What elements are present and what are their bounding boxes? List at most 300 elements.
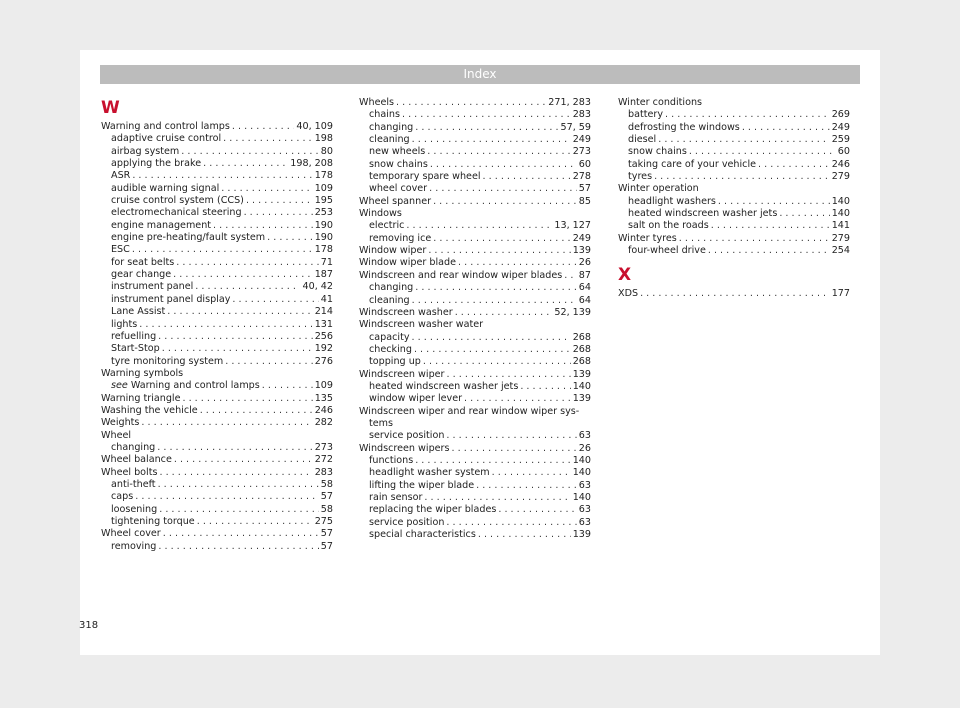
page-reference: 109 — [314, 182, 333, 194]
entry-text: lights — [111, 318, 138, 330]
page-reference: 249 — [831, 121, 850, 133]
page-reference: 214 — [314, 306, 333, 318]
index-entry — [101, 393, 333, 405]
page-reference: 279 — [831, 171, 850, 183]
dot-leader — [424, 492, 570, 504]
entry-text: chains — [369, 109, 400, 121]
entry-text: new wheels — [369, 146, 426, 158]
dot-leader — [158, 541, 318, 553]
index-entry — [359, 332, 591, 344]
dot-leader — [396, 97, 546, 109]
page-reference: 64 — [578, 294, 591, 306]
dot-leader — [779, 208, 829, 220]
page-reference: 195 — [314, 195, 333, 207]
page-reference: 249 — [572, 232, 591, 244]
page-reference: 58 — [320, 478, 333, 490]
page-reference: 178 — [314, 244, 333, 256]
entry-text: ESC — [111, 244, 130, 256]
page-reference: 139 — [572, 393, 591, 405]
entry-text: service position — [369, 516, 445, 528]
index-entry — [101, 170, 333, 182]
entry-text: cruise control system (CCS) — [111, 195, 244, 207]
index-entry — [101, 257, 333, 269]
entry-text: loosening — [111, 503, 158, 515]
dot-leader — [132, 170, 312, 182]
entry-text: adaptive cruise control — [111, 133, 222, 145]
page-reference: 57 — [320, 528, 333, 540]
page-reference: 253 — [314, 207, 333, 219]
page-reference: 131 — [314, 318, 333, 330]
index-entry — [359, 295, 591, 307]
entry-label — [111, 380, 260, 392]
dot-leader — [176, 257, 319, 269]
page-reference: 278 — [572, 171, 591, 183]
page-reference: 271, 283 — [548, 97, 591, 108]
entry-text: anti-theft — [111, 478, 156, 490]
index-entry — [359, 183, 591, 195]
entry-text: changing — [111, 441, 156, 453]
entry-text: Windscreen wipers — [359, 442, 450, 454]
index-entry — [359, 443, 591, 455]
dot-leader — [742, 122, 830, 134]
dot-leader — [139, 319, 312, 331]
entry-text: for seat belts — [111, 256, 175, 268]
dot-leader — [654, 171, 830, 183]
index-entry — [101, 146, 333, 158]
dot-leader — [708, 245, 830, 257]
index-entry — [101, 121, 333, 133]
page-reference: 40, 109 — [296, 121, 333, 132]
dot-leader — [427, 146, 570, 158]
index-entry — [359, 159, 591, 171]
page-header: Index — [100, 65, 860, 84]
index-heading: Windows — [359, 208, 402, 220]
index-entry — [101, 269, 333, 281]
entry-text: Start-Stop — [111, 343, 160, 355]
entry-text: snow chains — [628, 146, 687, 158]
page-reference: 273 — [314, 441, 333, 453]
entry-text: battery — [628, 109, 664, 121]
index-entry — [618, 196, 850, 208]
index-entry — [359, 196, 591, 208]
page-reference: 139 — [572, 245, 591, 257]
dot-leader — [428, 245, 570, 257]
entry-text: Wheel cover — [101, 528, 161, 540]
dot-leader — [262, 380, 313, 392]
entry-text: heated windscreen washer jets — [369, 380, 519, 392]
page-reference: 40, 42 — [302, 281, 333, 293]
index-entry — [101, 467, 333, 479]
entry-text: instrument panel display — [111, 293, 231, 305]
dot-leader — [433, 196, 577, 208]
page-reference: 259 — [831, 134, 850, 146]
index-entry — [101, 405, 333, 417]
entry-text: changing — [369, 282, 414, 294]
index-heading: Windscreen wiper and rear window wiper sys- — [359, 405, 580, 417]
index-entry — [101, 294, 333, 306]
index-entry — [101, 454, 333, 466]
index-entry — [101, 306, 333, 318]
index-entry — [359, 171, 591, 183]
see-reference: see — [111, 380, 128, 392]
dot-leader — [446, 517, 576, 529]
index-heading: Winter operation — [618, 183, 699, 195]
dot-leader — [181, 146, 319, 158]
dot-leader — [452, 443, 577, 455]
entry-text: temporary spare wheel — [369, 171, 481, 183]
page-reference: 140 — [831, 195, 850, 207]
index-heading: Winter conditions — [618, 97, 703, 108]
index-entry — [359, 97, 591, 109]
page-reference: 57 — [578, 183, 591, 195]
page-reference: 198 — [314, 133, 333, 145]
index-page — [80, 50, 880, 655]
index-entry — [359, 492, 591, 504]
dot-leader — [640, 288, 830, 300]
page-reference: 268 — [572, 331, 591, 343]
index-entry — [359, 529, 591, 541]
entry-text: four-wheel drive — [628, 245, 706, 257]
page-reference: 187 — [314, 269, 333, 281]
index-entry — [101, 232, 333, 244]
index-entry — [101, 356, 333, 368]
index-entry — [101, 343, 333, 355]
dot-leader — [433, 233, 570, 245]
entry-text: capacity — [369, 331, 410, 343]
index-entry — [618, 208, 850, 220]
index-entry — [359, 146, 591, 158]
page-reference: 60 — [837, 146, 850, 158]
index-entry — [101, 319, 333, 331]
dot-leader — [423, 356, 571, 368]
index-entry — [618, 122, 850, 134]
index-column-3 — [618, 97, 850, 301]
dot-leader — [464, 393, 571, 405]
dot-leader — [414, 344, 571, 356]
dot-leader — [447, 369, 571, 381]
entry-text: special characteristics — [369, 529, 476, 541]
index-entry — [101, 442, 333, 454]
index-entry — [101, 516, 333, 528]
entry-text: rain sensor — [369, 492, 423, 503]
dot-leader — [158, 331, 313, 343]
page-reference: 63 — [578, 479, 591, 491]
entry-text: tyre monitoring system — [111, 355, 224, 367]
index-entry — [359, 480, 591, 492]
index-entry — [359, 134, 591, 146]
page-reference: 269 — [831, 109, 850, 121]
index-entry — [101, 183, 333, 195]
page-reference: 85 — [578, 195, 591, 207]
entry-text: airbag system — [111, 145, 180, 157]
entry-text: tightening torque — [111, 516, 195, 527]
dot-leader — [476, 480, 577, 492]
dot-leader — [564, 270, 577, 282]
dot-leader — [223, 133, 313, 145]
dot-leader — [412, 134, 571, 146]
page-reference: 64 — [578, 282, 591, 294]
entry-text: engine pre-heating/fault system — [111, 232, 266, 244]
index-heading: Warning symbols — [101, 367, 184, 379]
dot-leader — [412, 295, 577, 307]
entry-text: Windscreen and rear window wiper blades — [359, 269, 563, 281]
entry-text: caps — [111, 491, 134, 503]
dot-leader — [520, 381, 570, 393]
dot-leader — [455, 307, 553, 319]
dot-leader — [221, 183, 312, 195]
dot-leader — [415, 455, 570, 467]
index-entry — [359, 233, 591, 245]
entry-text: defrosting the windows — [628, 121, 740, 133]
dot-leader — [246, 195, 313, 207]
page-reference: 177 — [831, 288, 850, 300]
index-entry — [359, 307, 591, 319]
dot-leader — [267, 232, 313, 244]
page-reference: 254 — [831, 245, 850, 257]
page-reference: 87 — [578, 269, 591, 281]
entry-text: Washing the vehicle — [101, 404, 198, 416]
entry-text: applying the brake — [111, 158, 202, 170]
page-reference: 283 — [314, 466, 333, 478]
index-entry — [359, 270, 591, 282]
index-entry — [359, 517, 591, 529]
index-entry — [618, 109, 850, 121]
dot-leader — [232, 121, 295, 133]
entry-text: electromechanical steering — [111, 207, 242, 219]
entry-text: Winter tyres — [618, 232, 677, 244]
dot-leader — [689, 146, 836, 158]
page-reference: 273 — [572, 146, 591, 158]
entry-text: wheel cover — [369, 183, 428, 195]
dot-leader — [203, 158, 288, 170]
index-entry — [101, 417, 333, 429]
dot-leader — [159, 467, 312, 479]
page-reference: 57 — [320, 540, 333, 552]
index-entry — [359, 455, 591, 467]
dot-leader — [415, 282, 577, 294]
dot-leader — [446, 430, 576, 442]
dot-leader — [412, 332, 571, 344]
page-reference: 279 — [831, 232, 850, 244]
entry-text: cleaning — [369, 294, 410, 306]
page-reference: 52, 139 — [554, 306, 591, 318]
entry-text: replacing the wiper blades — [369, 504, 497, 516]
page-reference: 190 — [314, 232, 333, 244]
page-reference: 140 — [572, 467, 591, 479]
dot-leader — [173, 269, 313, 281]
dot-leader — [415, 122, 558, 134]
dot-leader — [430, 159, 577, 171]
entry-text: Wheel balance — [101, 454, 172, 466]
entry-text: Warning and control lamps — [130, 380, 260, 392]
entry-text: XDS — [618, 288, 639, 300]
entry-text: gear change — [111, 269, 172, 281]
entry-text: window wiper lever — [369, 393, 463, 405]
page-reference: 13, 127 — [554, 220, 591, 232]
index-entry — [618, 245, 850, 257]
entry-text: lifting the wiper blade — [369, 479, 475, 491]
entry-text: salt on the roads — [628, 220, 709, 232]
entry-text: Window wiper blade — [359, 257, 457, 269]
dot-leader — [244, 207, 313, 219]
dot-leader — [213, 220, 313, 232]
page-reference: 135 — [314, 392, 333, 404]
index-entry — [618, 146, 850, 158]
index-heading: Windscreen washer water — [359, 319, 484, 331]
entry-text: Wheel spanner — [359, 195, 432, 207]
entry-text: checking — [369, 343, 412, 355]
entry-text: snow chains — [369, 158, 428, 170]
page-reference: 60 — [578, 158, 591, 170]
page-reference: 283 — [572, 109, 591, 121]
index-entry — [101, 133, 333, 145]
dot-leader — [158, 479, 319, 491]
index-entry — [101, 528, 333, 540]
index-entry — [101, 331, 333, 343]
entry-text: Wheels — [359, 97, 395, 108]
dot-leader — [232, 294, 318, 306]
index-entry — [359, 282, 591, 294]
page-reference: 246 — [314, 404, 333, 416]
index-entry — [359, 344, 591, 356]
index-entry — [359, 504, 591, 516]
page-reference: 41 — [320, 293, 333, 305]
page-reference: 140 — [572, 454, 591, 466]
page-reference: 190 — [314, 219, 333, 231]
index-entry — [101, 158, 333, 170]
dot-leader — [711, 220, 830, 232]
page-reference: 276 — [314, 355, 333, 367]
dot-leader — [679, 233, 830, 245]
page-reference: 178 — [314, 170, 333, 182]
dot-leader — [132, 244, 313, 256]
entry-text: taking care of your vehicle — [628, 158, 757, 170]
dot-leader — [483, 171, 571, 183]
entry-text: Window wiper — [359, 245, 427, 257]
entry-text: removing — [111, 540, 157, 552]
index-entry — [359, 220, 591, 232]
index-entry — [101, 380, 333, 392]
entry-text: instrument panel — [111, 281, 194, 293]
entry-text: Wheel bolts — [101, 466, 158, 478]
entry-text: Warning triangle — [101, 392, 181, 404]
page-reference: 141 — [831, 220, 850, 232]
entry-text: removing ice — [369, 232, 432, 244]
dot-leader — [758, 159, 830, 171]
entry-text: cleaning — [369, 134, 410, 146]
index-entry — [359, 109, 591, 121]
entry-text: Windscreen wiper — [359, 368, 445, 380]
entry-text: Warning and control lamps — [101, 121, 230, 132]
index-entry — [359, 122, 591, 134]
page-reference: 246 — [831, 158, 850, 170]
page-reference: 268 — [572, 356, 591, 368]
page-reference: 192 — [314, 343, 333, 355]
entry-text: headlight washers — [628, 195, 716, 207]
entry-text: changing — [369, 121, 414, 133]
page-reference: 71 — [320, 256, 333, 268]
dot-leader — [195, 281, 300, 293]
entry-text: heated windscreen washer jets — [628, 208, 778, 220]
entry-text: engine management — [111, 219, 212, 231]
entry-text: Weights — [101, 417, 140, 429]
page-reference: 256 — [314, 330, 333, 342]
dot-leader — [492, 467, 571, 479]
index-entry — [359, 257, 591, 269]
entry-text: topping up — [369, 356, 421, 368]
index-column-2 — [359, 97, 591, 541]
page-reference: 140 — [572, 380, 591, 392]
dot-leader — [159, 504, 319, 516]
dot-leader — [718, 196, 830, 208]
index-heading: Wheel — [101, 429, 132, 441]
index-entry — [101, 479, 333, 491]
page-reference: 139 — [572, 368, 591, 380]
page-reference: 282 — [314, 417, 333, 429]
dot-leader — [478, 529, 571, 541]
index-column-1 — [101, 97, 333, 553]
dot-leader — [157, 442, 312, 454]
entry-text: diesel — [628, 134, 657, 146]
index-entry — [359, 245, 591, 257]
index-entry — [359, 356, 591, 368]
dot-leader — [197, 516, 313, 528]
dot-leader — [163, 528, 319, 540]
index-entry — [101, 281, 333, 293]
index-letter-w: W — [101, 98, 120, 118]
index-entry — [618, 220, 850, 232]
index-entry — [101, 244, 333, 256]
entry-text: ASR — [111, 170, 131, 182]
index-entry — [359, 467, 591, 479]
dot-leader — [174, 454, 313, 466]
entry-text: tyres — [628, 171, 653, 183]
index-entry — [359, 393, 591, 405]
page-reference: 26 — [578, 257, 591, 269]
page-reference: 57, 59 — [560, 121, 591, 133]
page-reference: 140 — [572, 492, 591, 503]
index-entry — [101, 541, 333, 553]
entry-text: electric — [369, 220, 405, 232]
page-reference: 272 — [314, 454, 333, 466]
index-entry — [359, 381, 591, 393]
dot-leader — [658, 134, 829, 146]
page-reference: 57 — [320, 491, 333, 503]
index-entry — [618, 159, 850, 171]
page-reference: 63 — [578, 516, 591, 528]
entry-text: service position — [369, 430, 445, 442]
dot-leader — [429, 183, 577, 195]
dot-leader — [406, 220, 552, 232]
entry-text: refuelling — [111, 330, 157, 342]
page-reference: 58 — [320, 503, 333, 515]
index-entry — [101, 504, 333, 516]
entry-text: Windscreen washer — [359, 306, 453, 318]
index-entry — [101, 195, 333, 207]
entry-text: Lane Assist — [111, 306, 166, 318]
page-reference: 140 — [831, 208, 850, 220]
entry-text: functions — [369, 454, 414, 466]
index-entry — [101, 207, 333, 219]
page-reference: 198, 208 — [290, 158, 333, 170]
page-number: 318 — [79, 620, 99, 631]
index-entry — [618, 171, 850, 183]
index-letter-x: X — [618, 265, 632, 286]
dot-leader — [200, 405, 313, 417]
dot-leader — [458, 257, 577, 269]
index-entry — [101, 491, 333, 503]
index-entry — [618, 134, 850, 146]
